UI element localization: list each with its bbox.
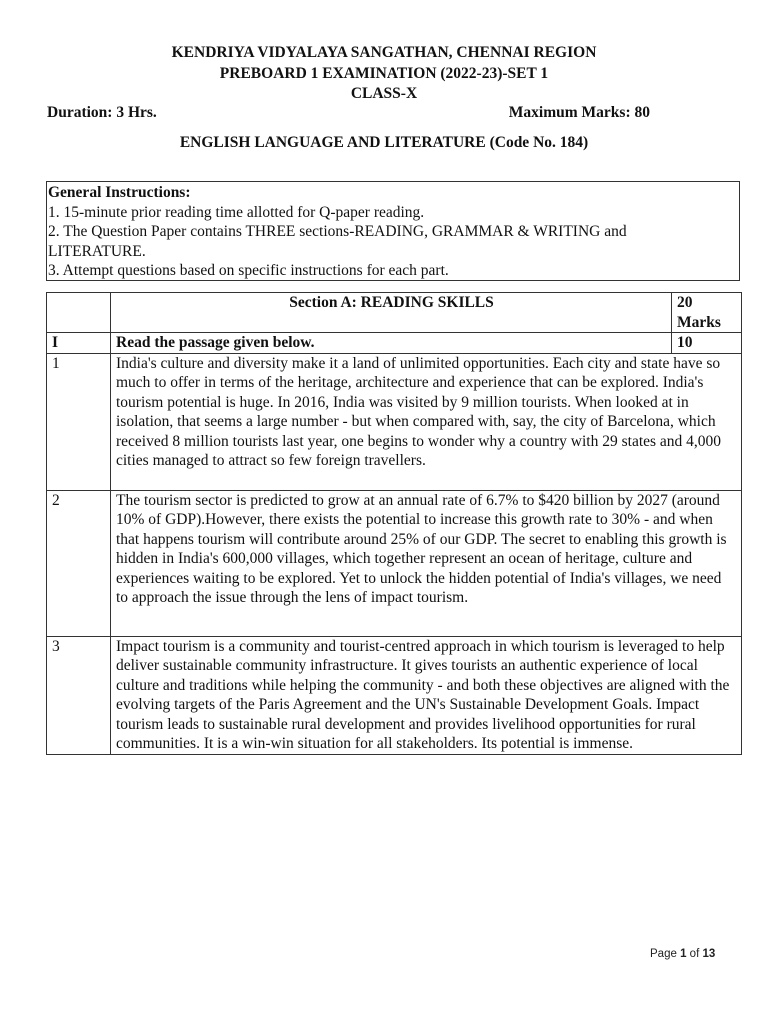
class-title: CLASS-X bbox=[350, 85, 418, 102]
question-marks: 10 bbox=[672, 333, 742, 354]
passage-number: 3 bbox=[47, 636, 111, 754]
passage-number: 1 bbox=[47, 353, 111, 490]
total-pages: 13 bbox=[702, 948, 716, 960]
section-title: Section A: READING SKILLS bbox=[111, 293, 672, 333]
section-marks: 20 Marks bbox=[672, 293, 742, 333]
exam-meta bbox=[47, 104, 650, 122]
of-label: of bbox=[689, 948, 700, 960]
passage-text: Impact tourism is a community and tourist-centred approach in which tourism is leveraged to help deliver sustainable community infrastructure. It gives tourists an authentic experience of local culture and traditions while helping the community - and both these objectives are aligned with the evolving targets of the Paris Agreement and the UN's Sustainable Development Goals. Impact tourism leads to sustainable rural development and provides livelihood opportunities for rural communities. It is a win-win situation for all stakeholders. Its potential is immense. bbox=[111, 636, 742, 754]
passage-text: The tourism sector is predicted to grow at an annual rate of 6.7% to $420 billion by 2027 (around 10% of GDP).However, there exists the potential to increase this growth rate to 30% - and when that happens tourism will contribute around 25% of our GDP. The secret to enabling this growth is hidden in India's 600,000 villages, which together represent an ocean of heritage, culture and experiences waiting to be explored. Yet to unlock the hidden potential of India's villages, we need to approach the issue through the lens of impact tourism. bbox=[111, 490, 742, 636]
subject-title: ENGLISH LANGUAGE AND LITERATURE (Code No. 184) bbox=[179, 134, 589, 151]
page-label: Page bbox=[650, 948, 677, 960]
section-header-row bbox=[47, 293, 742, 333]
passage-number: 2 bbox=[47, 490, 111, 636]
passage-row bbox=[47, 353, 742, 490]
max-marks-label: Maximum Marks: 80 bbox=[508, 104, 650, 121]
passage-row bbox=[47, 490, 742, 636]
instruction-item: 1. 15-minute prior reading time allotted for Q-paper reading. bbox=[48, 203, 425, 221]
question-row bbox=[47, 333, 742, 354]
passage-row bbox=[47, 636, 742, 754]
instruction-item: 2. The Question Paper contains THREE sections-READING, GRAMMAR & WRITING and LITERATURE. bbox=[48, 223, 627, 260]
question-text: Read the passage given below. bbox=[111, 333, 672, 354]
reading-section-table bbox=[46, 292, 742, 755]
instruction-item: 3. Attempt questions based on specific instructions for each part. bbox=[48, 262, 449, 279]
current-page: 1 bbox=[680, 948, 687, 960]
duration-label: Duration: 3 Hrs. bbox=[47, 104, 157, 121]
exam-title: PREBOARD 1 EXAMINATION (2022-23)-SET 1 bbox=[219, 65, 549, 82]
general-instructions-box bbox=[46, 181, 740, 281]
question-number: I bbox=[47, 333, 111, 354]
page-number bbox=[650, 948, 715, 960]
passage-text: India's culture and diversity make it a land of unlimited opportunities. Each city and state have so much to offer in terms of the heritage, architecture and experience that can be explored. India's tourism potential is huge. In 2016, India was visited by 9 million tourists. When looked at in isolation, that seems a large number - but when compared with, say, the city of Barcelona, which received 8 million tourists last year, one begins to wonder why a country with 29 states and 4,000 cities managed to attract so few foreign travellers. bbox=[111, 353, 742, 490]
instructions-title: General Instructions: bbox=[48, 184, 191, 201]
empty-cell bbox=[47, 293, 111, 333]
school-title: KENDRIYA VIDYALAYA SANGATHAN, CHENNAI REGION bbox=[171, 44, 597, 61]
